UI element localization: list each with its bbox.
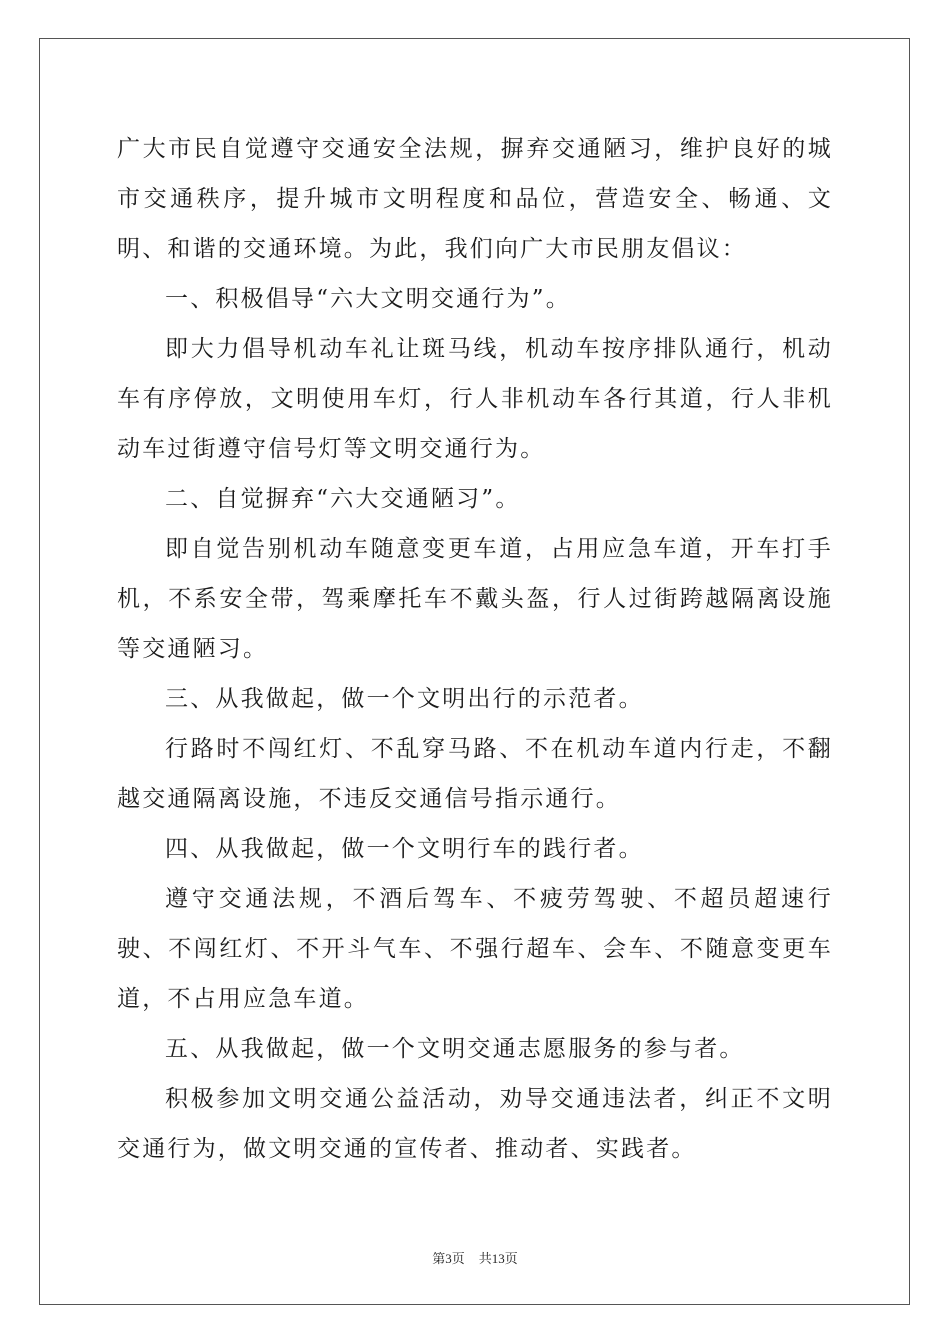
page-number: 第3页 [432,1251,465,1266]
paragraph-heading-1: 一、积极倡导“六大文明交通行为”。 [165,286,571,312]
paragraph-body-4: 遵守交通法规，不酒后驾车、不疲劳驾驶、不超员超速行驶、不闯红灯、不开斗气车、不强行超车、会车、不随意变更车道，不占用应急车道。 [117,886,833,1012]
paragraph-heading-5: 五、从我做起，做一个文明交通志愿服务的参与者。 [165,1036,745,1062]
paragraph-heading-2: 二、自觉摒弃“六大交通陋习”。 [165,486,521,512]
paragraph-body-5: 积极参加文明交通公益活动，劝导交通违法者，纠正不文明交通行为，做文明交通的宣传者、推动者、实践者。 [117,1086,833,1162]
paragraph-heading-4: 四、从我做起，做一个文明行车的践行者。 [165,836,644,862]
paragraph-body-1: 即大力倡导机动车礼让斑马线，机动车按序排队通行，机动车有序停放，文明使用车灯，行人非机动车各行其道，行人非机动车过街遵守信号灯等文明交通行为。 [117,336,833,462]
paragraph-body-2: 即自觉告别机动车随意变更车道，占用应急车道，开车打手机，不系安全带，驾乘摩托车不戴头盔，行人过街跨越隔离设施等交通陋习。 [117,536,833,662]
paragraph-intro: 广大市民自觉遵守交通安全法规，摒弃交通陋习，维护良好的城市交通秩序，提升城市文明程度和品位，营造安全、畅通、文明、和谐的交通环境。为此，我们向广大市民朋友倡议： [117,136,833,262]
paragraph-heading-3: 三、从我做起，做一个文明出行的示范者。 [165,686,644,712]
paragraph-body-3: 行路时不闯红灯、不乱穿马路、不在机动车道内行走，不翻越交通隔离设施，不违反交通信号指示通行。 [117,736,833,812]
document-body [117,124,833,1174]
page-footer [0,1248,950,1267]
page-total: 共13页 [478,1251,518,1266]
